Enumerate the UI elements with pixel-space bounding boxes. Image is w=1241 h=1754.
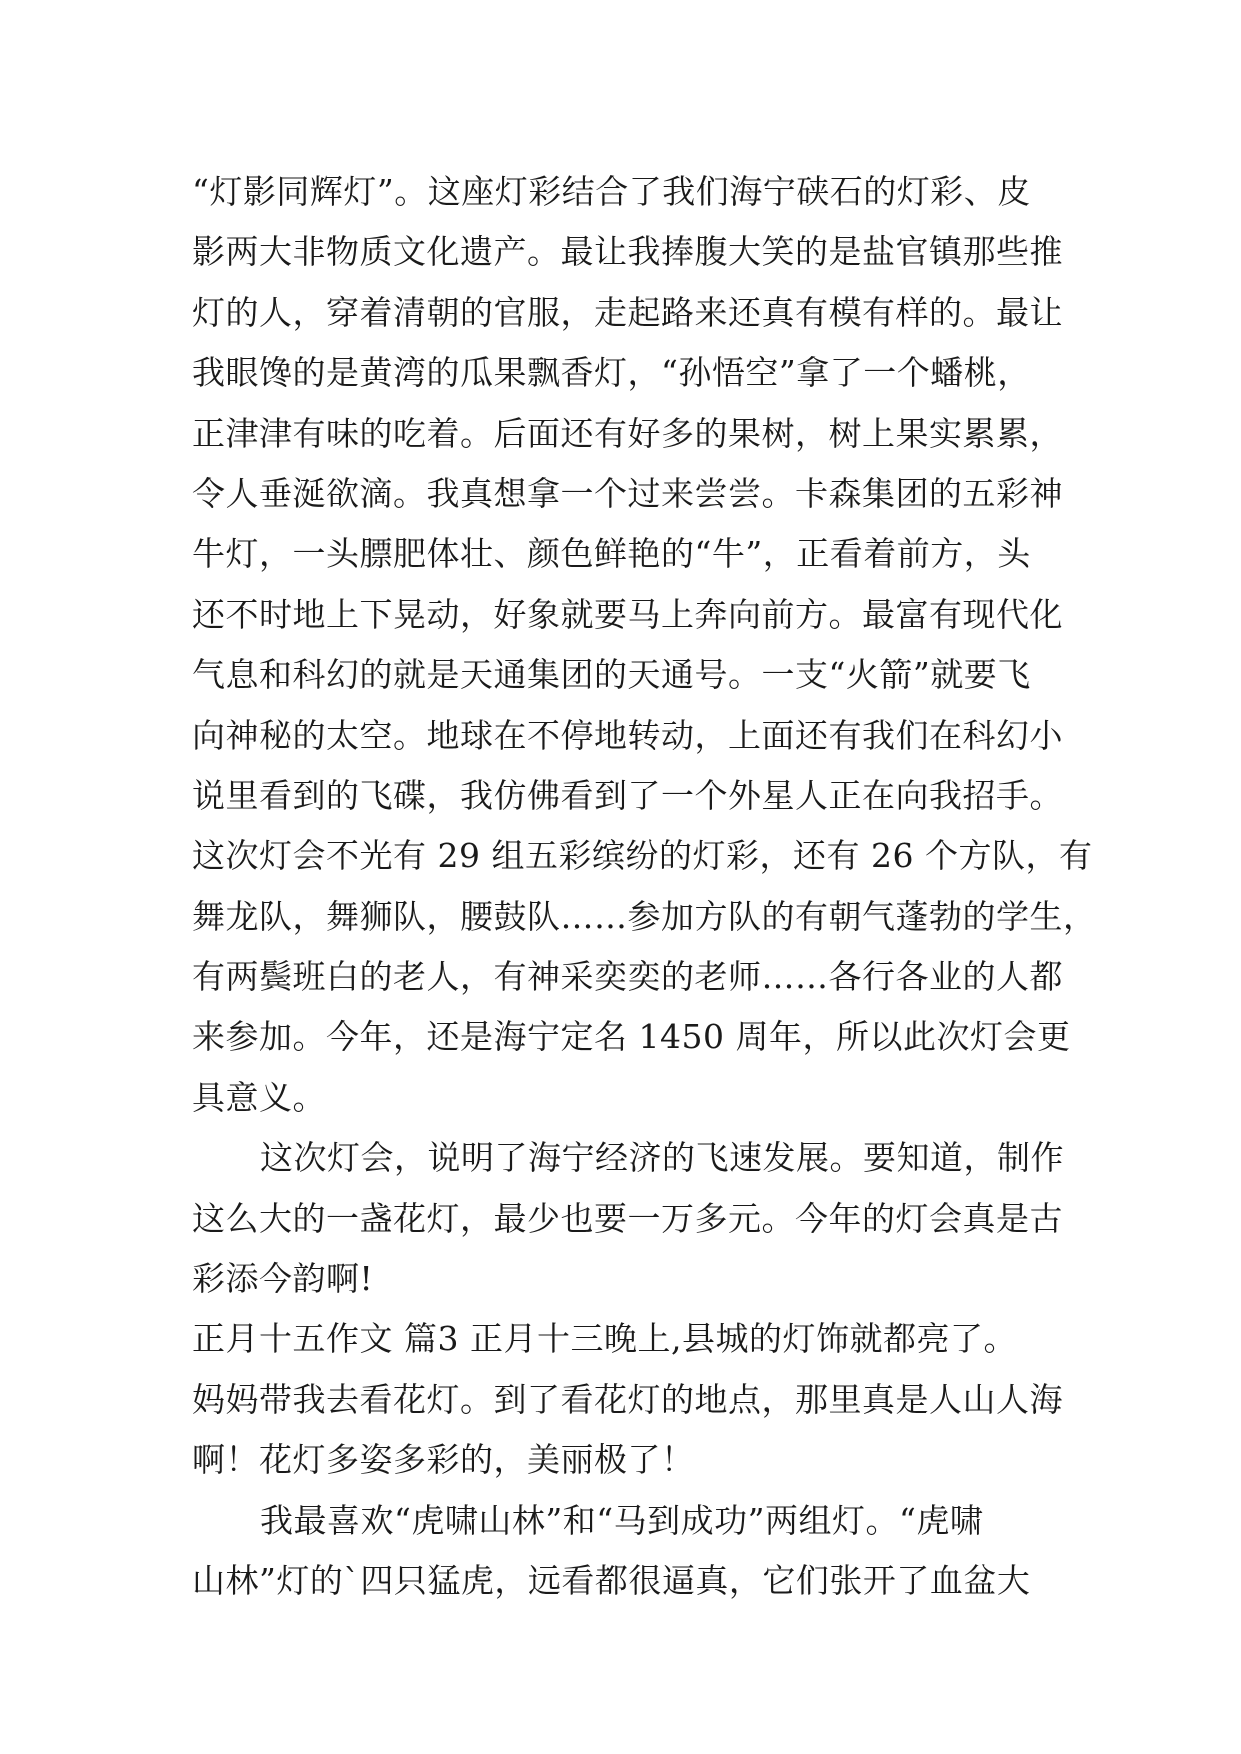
text-line: 舞龙队，舞狮队，腰鼓队……参加方队的有朝气蓬勃的学生， xyxy=(192,896,1097,936)
text-line: 来参加。今年，还是海宁定名 1450 周年，所以此次灯会更 xyxy=(192,1017,1071,1057)
text-line: 妈妈带我去看花灯。到了看花灯的地点，那里真是人山人海 xyxy=(192,1379,1063,1419)
essay-text xyxy=(192,162,1097,1611)
text-line: 这么大的一盏花灯，最少也要一万多元。今年的灯会真是古 xyxy=(192,1198,1063,1238)
text-line: 正津津有味的吃着。后面还有好多的果树，树上果实累累， xyxy=(192,413,1063,453)
text-line: 牛灯，一头膘肥体壮、颜色鲜艳的“牛”，正看着前方，头 xyxy=(192,534,1031,574)
text-line: 有两鬓班白的老人，有神采奕奕的老师……各行各业的人都 xyxy=(192,957,1063,997)
section-heading-line: 正月十五作文 篇3 正月十三晚上,县城的灯饰就都亮了。 xyxy=(192,1319,1017,1359)
text-line: 山林”灯的`四只猛虎，远看都很逼真，它们张开了血盆大 xyxy=(192,1560,1031,1600)
text-line: 具意义。 xyxy=(192,1077,326,1117)
text-line: 令人垂涎欲滴。我真想拿一个过来尝尝。卡森集团的五彩神 xyxy=(192,473,1063,513)
text-line: 彩添今韵啊! xyxy=(192,1259,374,1299)
text-line: 我眼馋的是黄湾的瓜果飘香灯，“孙悟空”拿了一个蟠桃， xyxy=(192,353,1031,393)
text-line: 这次灯会不光有 29 组五彩缤纷的灯彩，还有 26 个方队，有 xyxy=(192,836,1093,876)
text-line: 灯的人，穿着清朝的官服，走起路来还真有模有样的。最让 xyxy=(192,292,1063,332)
text-line: 啊！花灯多姿多彩的，美丽极了！ xyxy=(192,1440,695,1480)
text-line: “灯影同辉灯”。这座灯彩结合了我们海宁硖石的灯彩、皮 xyxy=(192,172,1031,211)
text-line: 还不时地上下晃动，好象就要马上奔向前方。最富有现代化 xyxy=(192,594,1063,634)
paragraph-start-line: 我最喜欢“虎啸山林”和“马到成功”两组灯。“虎啸 xyxy=(260,1500,984,1540)
text-line: 影两大非物质文化遗产。最让我捧腹大笑的是盐官镇那些推 xyxy=(192,232,1063,272)
text-line: 向神秘的太空。地球在不停地转动，上面还有我们在科幻小 xyxy=(192,715,1063,755)
text-line: 说里看到的飞碟，我仿佛看到了一个外星人正在向我招手。 xyxy=(192,775,1063,815)
text-line: 气息和科幻的就是天通集团的天通号。一支“火箭”就要飞 xyxy=(192,655,1031,695)
paragraph-start-line: 这次灯会，说明了海宁经济的飞速发展。要知道，制作 xyxy=(260,1138,1064,1178)
